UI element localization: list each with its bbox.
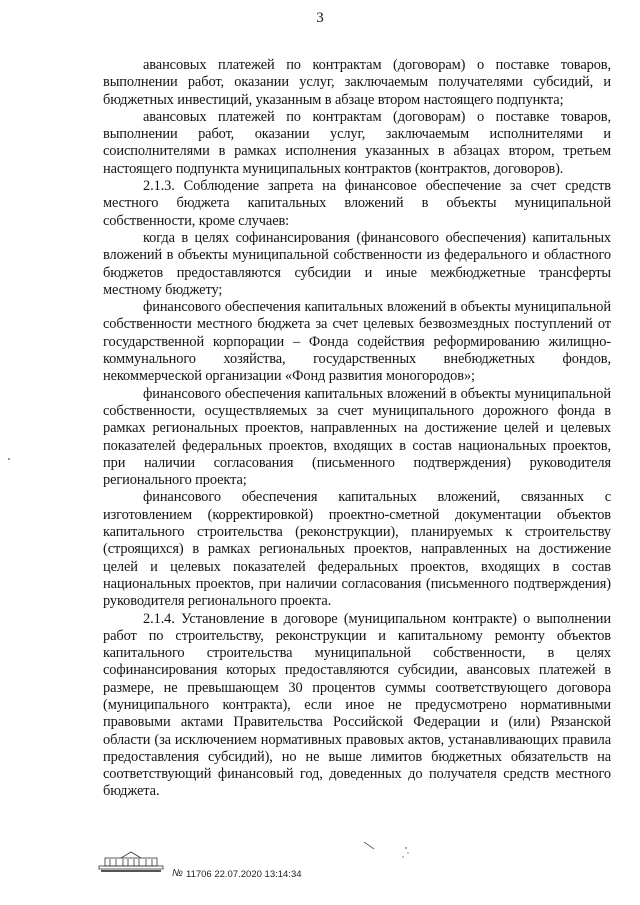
page-number: 3	[316, 10, 324, 26]
paragraph-advance-payments-recipients: авансовых платежей по контрактам (договорам) о поставке товаров, выполнении работ, оказании услуг, заключаемым получателями субсидий, и бюджетных инвестиций, указанным в абзаце втором настоящего подпункта;	[103, 57, 611, 108]
margin-speck-icon	[6, 456, 12, 462]
registration-stamp: 11706 22.07.2020 13:14:34	[186, 869, 302, 880]
paragraph-2-1-4: 2.1.4. Установление в договоре (муниципальном контракте) о выполнении работ по строительству, реконструкции и капитальному ремонту объектов капитального строительства муниципальной собственности, в целях софинансирования которых предоставляются субсидии, авансовых платежей в размере, не превышающем 30 процентов суммы соответствующего договора (муниципального контракта), если иное не предусмотрено нормативными правовыми актами Правительства Российской Федерации и (или) Рязанской области (за исключением нормативных правовых актов, устанавливающих правила предоставления субсидий), но не выше лимитов бюджетных обязательств на соответствующий финансовый год, доведенных до получателя средств местного бюджета.	[103, 610, 611, 800]
paragraph-road-fund-case: финансового обеспечения капитальных вложений в объекты муниципальной собственности, осуществляемых за счет муниципального дорожного фонда в рамках региональных проектов, направленных на достижение целей и целевых показателей федеральных проектов, входящих в состав национальных проектов, при наличии согласования (письменного подтверждения) руководителя регионального проекта;	[103, 385, 611, 489]
document-number-sign: №	[172, 868, 183, 879]
building-logo-icon	[95, 850, 167, 874]
paragraph-cofinancing-case: когда в целях софинансирования (финансового обеспечения) капитальных вложений в объекты муниципальной собственности из федерального и областного бюджетов предоставляются субсидии и иные межбюджетные трансферты местному бюджету;	[103, 229, 611, 298]
paragraph-design-documentation-case: финансового обеспечения капитальных вложений, связанных с изготовлением (корректировкой) проектно-сметной документации объектов капитального строительства (реконструкции), планируемых к строительству (строящихся) в рамках региональных проектов, направленных на достижение целей и целевых показателей федеральных проектов, входящих в состав национальных проектов, при наличии согласования (письменного подтверждения) руководителя регионального проекта.	[103, 489, 611, 610]
paragraph-advance-payments-contractors: авансовых платежей по контрактам (договорам) о поставке товаров, выполнении работ, оказании услуг, заключаемым исполнителями и соисполнителями в рамках исполнения указанных в абзацах втором, третьем настоящего подпункта муниципальных контрактов (контрактов, договоров).	[103, 108, 611, 177]
paragraph-2-1-3: 2.1.3. Соблюдение запрета на финансовое обеспечение за счет средств местного бюджета капитальных вложений в объекты муниципальной собственности, кроме случаев:	[103, 178, 611, 229]
scan-artifact-icon	[360, 838, 420, 862]
document-body	[103, 57, 611, 801]
paragraph-housing-fund-case: финансового обеспечения капитальных вложений в объекты муниципальной собственности местного бюджета за счет целевых безвозмездных поступлений от государственной корпорации – Фонда содействия реформированию жилищно-коммунального хозяйства, государственных внебюджетных фондов, некоммерческой организации «Фонд развития моногородов»;	[103, 299, 611, 385]
